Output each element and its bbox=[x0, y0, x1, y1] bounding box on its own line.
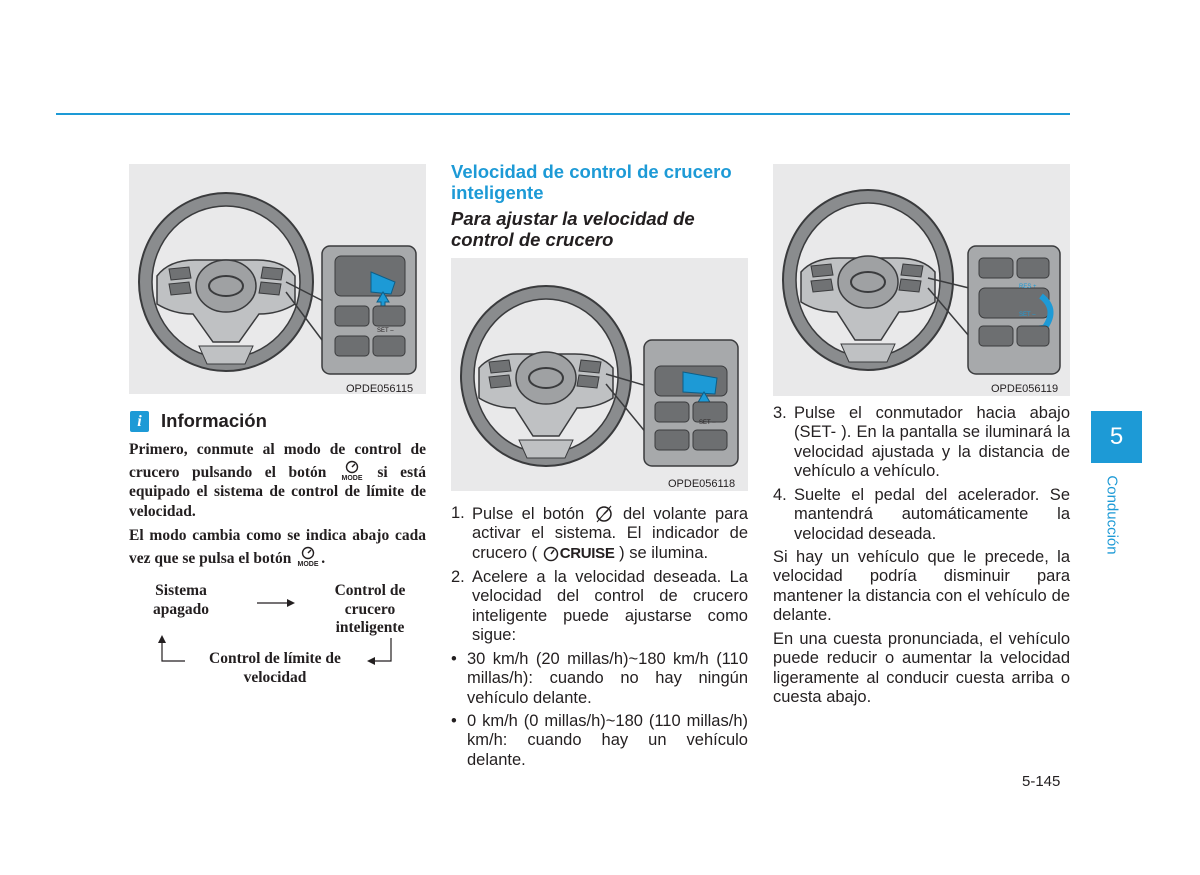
step-2-number: 2. bbox=[451, 568, 465, 586]
info-p1-before: Primero, conmute al modo de control de crucero pulsando el botón bbox=[129, 441, 426, 481]
subsection-title: Para ajustar la velocidad de control de crucero bbox=[451, 208, 695, 250]
res-button-label: RES + bbox=[1019, 284, 1037, 290]
figure-steering-wheel-activate bbox=[451, 258, 748, 491]
cruise-mode-button-icon bbox=[295, 546, 321, 568]
right-paragraph-2: En una cuesta pronunciada, el vehículo puede reducir o aumentar la velocidad ligeramente al conducir cuesta arriba o cuesta abajo. bbox=[773, 630, 1070, 707]
page-number: 5-145 bbox=[1022, 773, 1061, 790]
info-heading bbox=[130, 408, 267, 434]
step-1-before: Pulse el botón bbox=[472, 505, 585, 523]
figure-code-right: OPDE056119 bbox=[991, 383, 1059, 395]
figure-code-middle: OPDE056118 bbox=[668, 478, 736, 490]
set-button-label: SET – bbox=[1019, 312, 1036, 318]
right-paragraph-1: Si hay un vehículo que le precede, la velocidad podría disminuir para mantener la distancia con el vehículo de delante. bbox=[773, 548, 1070, 625]
figure-code-left: OPDE056115 bbox=[346, 383, 414, 395]
top-rule bbox=[56, 113, 1070, 115]
step-1-mid: del volante para activar el sistema. El indicador de crucero ( bbox=[472, 505, 748, 562]
set-button-label: SET – bbox=[699, 420, 716, 426]
mode-label: MODE bbox=[297, 560, 319, 568]
set-button-label: SET – bbox=[377, 328, 394, 334]
steering-wheel-illustration bbox=[451, 258, 748, 491]
step-1 bbox=[451, 504, 748, 564]
bullet-text: 30 km/h (20 millas/h)~180 km/h (110 millas/h): cuando no hay ningún vehículo delante. bbox=[467, 650, 748, 707]
cruise-mode-button-icon bbox=[339, 460, 365, 482]
steering-wheel-illustration bbox=[129, 164, 426, 394]
info-title: Información bbox=[161, 410, 267, 431]
step-4 bbox=[773, 486, 1070, 546]
bullet-mark: • bbox=[451, 650, 457, 668]
cruise-indicator-icon bbox=[542, 545, 560, 563]
step-1-number: 1. bbox=[451, 504, 465, 522]
diagram-system-off: Sistema apagado bbox=[153, 582, 209, 618]
cruise-button-icon bbox=[593, 504, 615, 524]
diagram-speed-limit: Control de límite de velocidad bbox=[209, 650, 341, 686]
step-3-number: 3. bbox=[773, 404, 787, 422]
mode-cycle-arrows bbox=[129, 580, 426, 690]
info-paragraph-2 bbox=[129, 526, 426, 568]
section-title: Velocidad de control de crucero inteligente bbox=[451, 161, 732, 203]
chapter-tab[interactable]: 5 bbox=[1091, 411, 1142, 463]
mode-label: MODE bbox=[341, 474, 363, 482]
steering-wheel-illustration bbox=[773, 164, 1070, 396]
step-2 bbox=[451, 568, 748, 646]
step-3 bbox=[773, 404, 1070, 484]
info-icon: i bbox=[130, 411, 149, 432]
bullet-mark: • bbox=[451, 712, 457, 730]
info-paragraph-1 bbox=[129, 440, 426, 521]
step-1-after: ) se ilumina. bbox=[619, 543, 709, 562]
figure-steering-wheel-set bbox=[773, 164, 1070, 396]
step-2-text: Acelere a la velocidad deseada. La velocidad del control de crucero inteligente puede ajustarse como sigue: bbox=[472, 568, 748, 645]
info-p2-after: . bbox=[321, 549, 326, 567]
bullet-item bbox=[451, 712, 748, 772]
chapter-label bbox=[1102, 470, 1122, 560]
bullet-text: 0 km/h (0 millas/h)~180 (110 millas/h) km/h: cuando hay un vehículo delante. bbox=[467, 712, 748, 769]
figure-steering-wheel-mode bbox=[129, 164, 426, 394]
diagram-smart-cruise: Control de crucero inteligente bbox=[334, 582, 406, 636]
bullet-item bbox=[451, 650, 748, 710]
info-p1-after: si está equipado el sistema de control de límite de velocidad. bbox=[129, 463, 427, 520]
step-4-text: Suelte el pedal del acelerador. Se mantendrá automáticamente la velocidad deseada. bbox=[794, 486, 1070, 543]
info-p2-before: El modo cambia como se indica abajo cada vez que se pulsa el botón bbox=[129, 527, 426, 567]
step-3-text: Pulse el conmutador hacia abajo (SET- ). En la pantalla se iluminará la velocidad ajustada y la distancia de vehículo a vehículo. bbox=[794, 404, 1070, 481]
cruise-indicator-label: CRUISE bbox=[559, 544, 615, 562]
chapter-label-text: Conducción bbox=[1103, 475, 1121, 555]
step-4-number: 4. bbox=[773, 486, 787, 504]
